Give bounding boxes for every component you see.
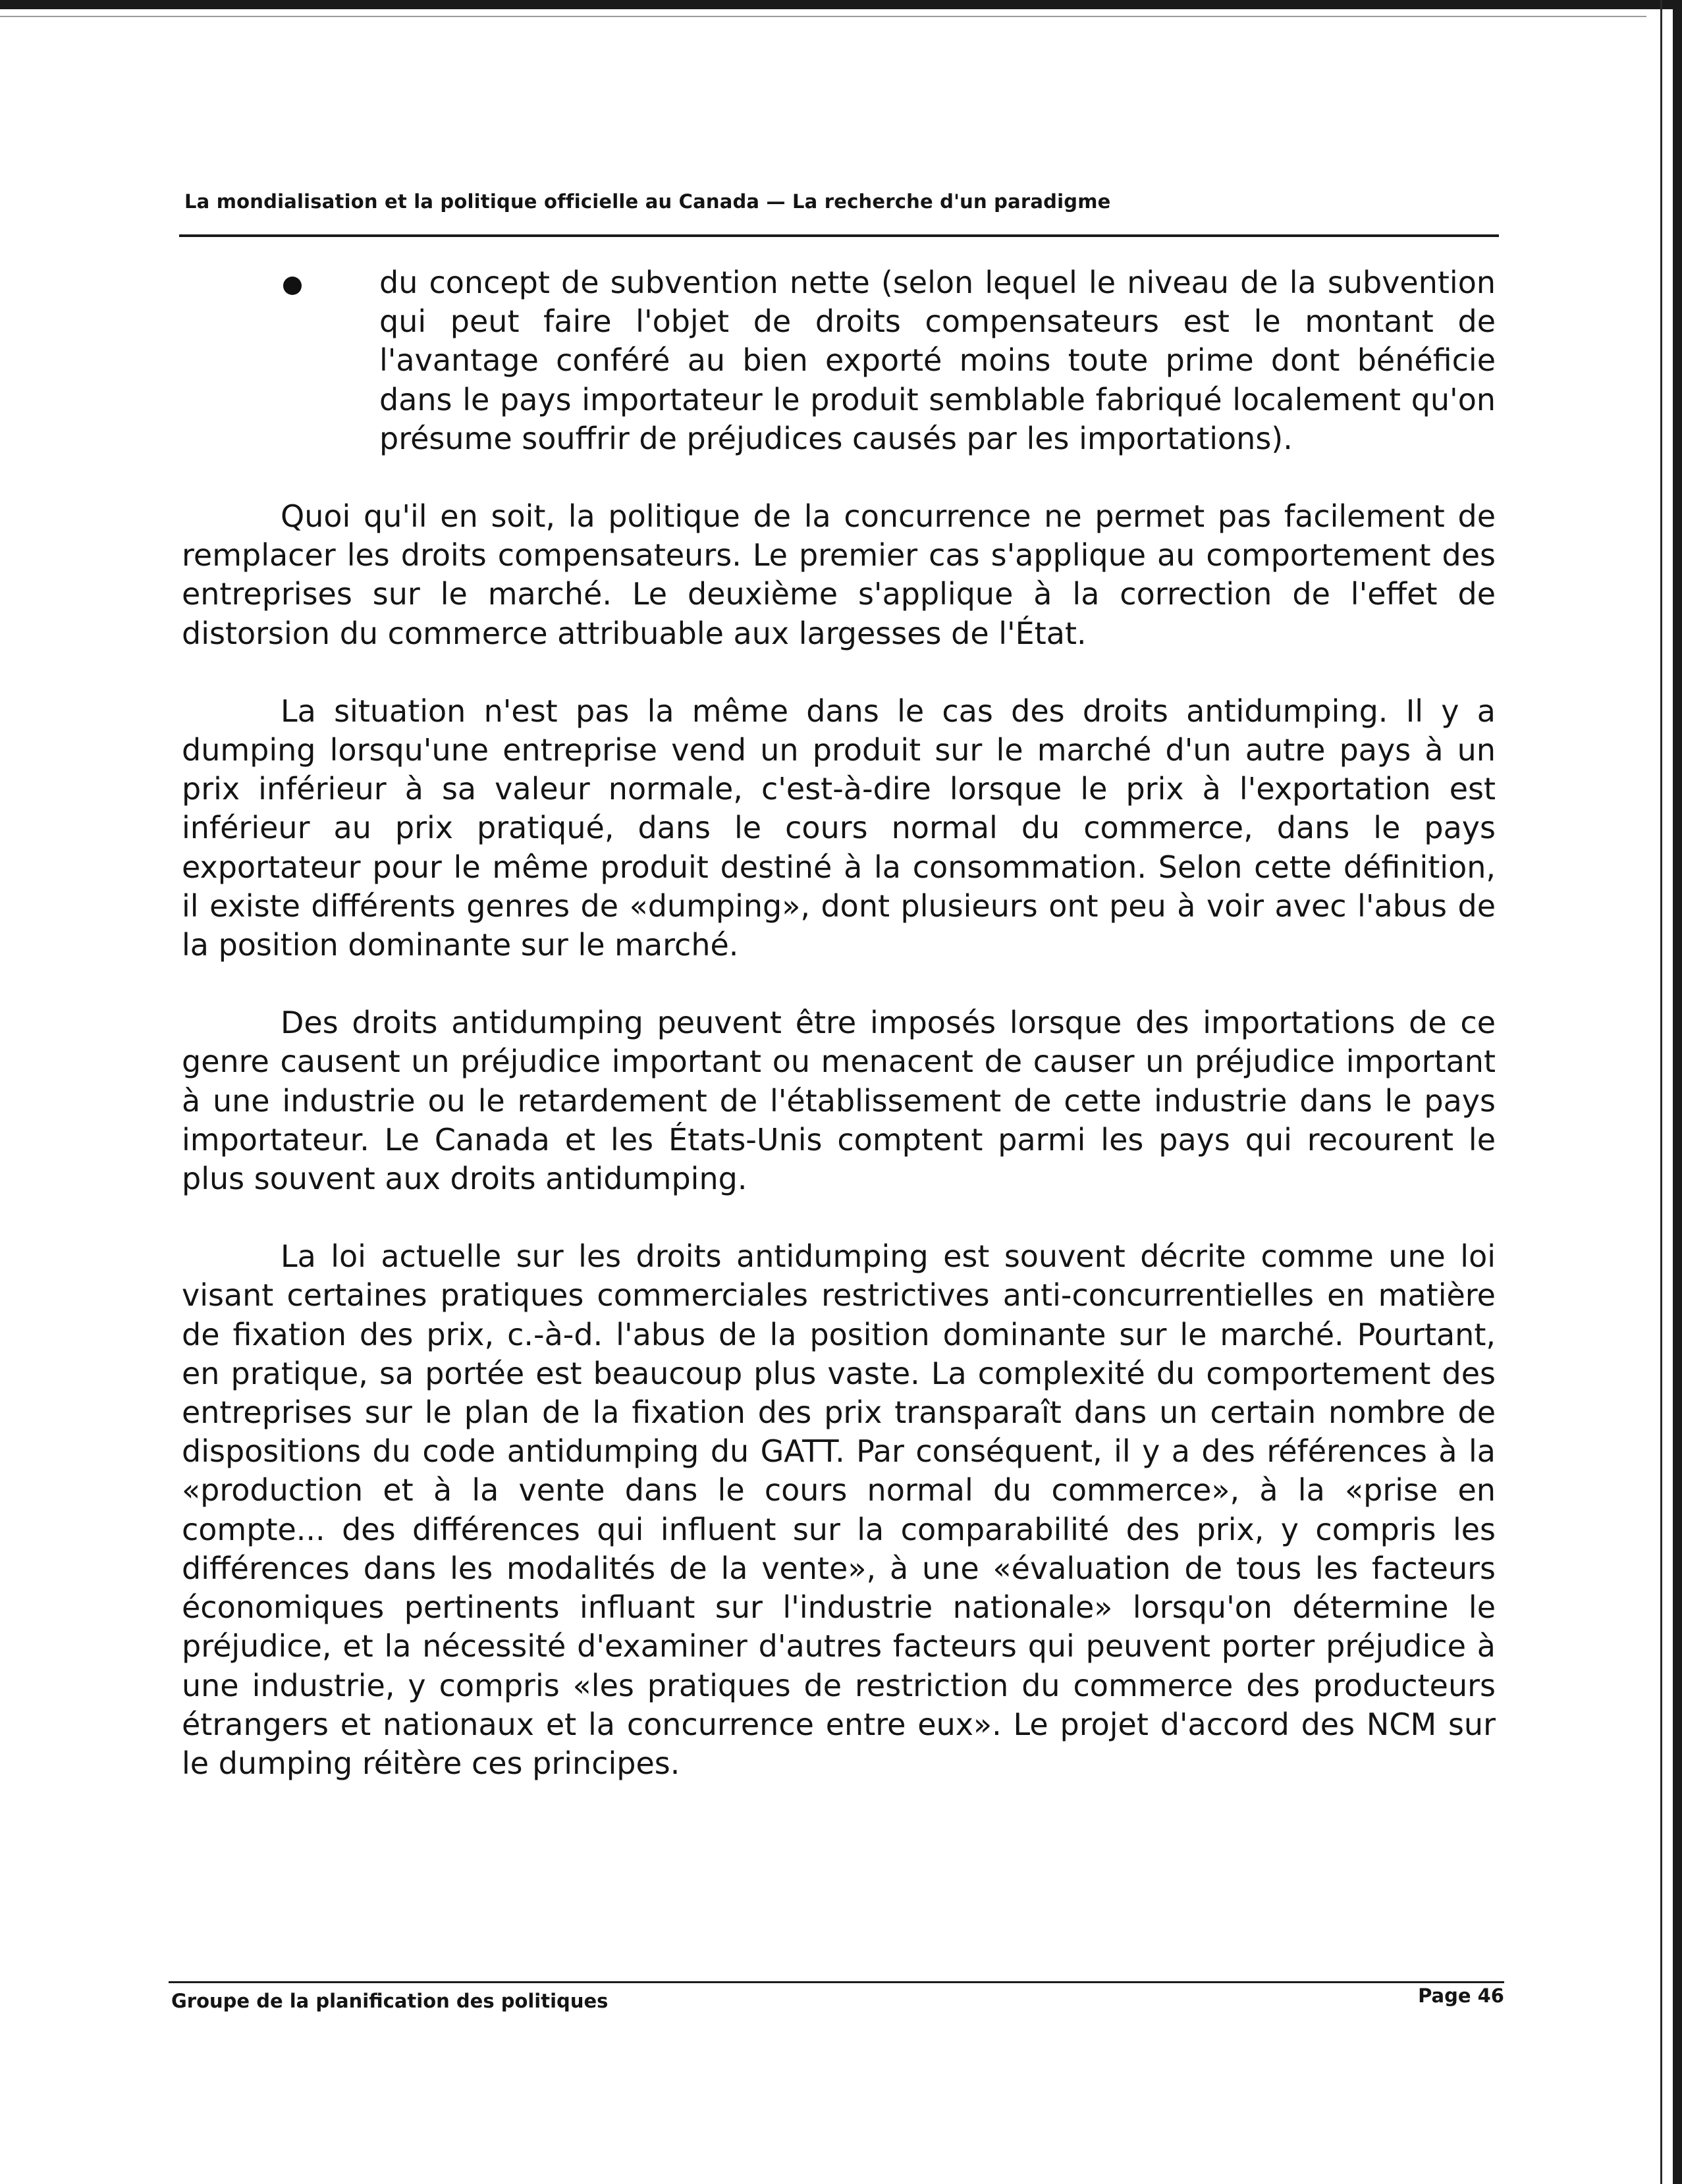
document-body xyxy=(182,263,1496,1822)
bullet-list-item xyxy=(182,263,1496,458)
paragraph-1: Quoi qu'il en soit, la politique de la concurrence ne permet pas facilement de remplacer les droits compensateurs. Le premier cas s'applique au comportement des entreprises sur le marché. Le deuxième s'applique à la correction de l'effet de distorsion du commerce attribuable aux largesses de l'État. xyxy=(182,498,1496,651)
running-header: La mondialisation et la politique officielle au Canada — La recherche d'un paradigme xyxy=(184,190,1111,213)
page-number: Page 46 xyxy=(1418,1984,1504,2007)
scan-artifact-line xyxy=(0,16,1646,17)
paragraph-4: La loi actuelle sur les droits antidumping est souvent décrite comme une loi visant certaines pratiques commerciales restrictives anti-concurrentielles en matière de fixation des prix, c.-à-d. l'abus de la position dominante sur le marché. Pourtant, en pratique, sa portée est beaucoup plus vaste. La complexité du comportement des entreprises sur le plan de la fixation des prix transparaît dans un certain nombre de dispositions du code antidumping du GATT. Par conséquent, il y a des références à la «production et à la vente dans le cours normal du commerce», à la «prise en compte... des différences qui influent sur la comparabilité des prix, y compris les différences dans les modalités de la vente», à une «évaluation de tous les facteurs économiques pertinents influant sur l'industrie nationale» lorsqu'on détermine le préjudice, et la nécessité d'examiner d'autres facteurs qui peuvent porter préjudice à une industrie, y compris «les pratiques de restriction du commerce des producteurs étrangers et nationaux et la concurrence entre eux». Le projet d'accord des NCM sur le dumping réitère ces principes. xyxy=(182,1238,1496,1781)
bullet-icon xyxy=(283,277,302,295)
scan-border-right xyxy=(1673,0,1682,2184)
scan-border-top xyxy=(0,0,1682,9)
paragraph-3: Des droits antidumping peuvent être imposés lorsque des importations de ce genre causent un préjudice important ou menacent de causer un préjudice important à une industrie ou le retardement de l'établissement de cette industrie dans le pays importateur. Le Canada et les États-Unis comptent parmi les pays qui recourent le plus souvent aux droits antidumping. xyxy=(182,1005,1496,1197)
footer-rule xyxy=(169,1981,1504,1983)
scan-border-right-inner xyxy=(1660,0,1662,2184)
header-rule xyxy=(179,234,1499,237)
footer-organization: Groupe de la planification des politiques xyxy=(171,1990,609,2012)
paragraph-2: La situation n'est pas la même dans le cas des droits antidumping. Il y a dumping lorsqu'une entreprise vend un produit sur le marché d'un autre pays à un prix inférieur à sa valeur normale, c'est-à-dire lorsque le prix à l'exportation est inférieur au prix pratiqué, dans le cours normal du commerce, dans le pays exportateur pour le même produit destiné à la consommation. Selon cette définition, il existe différents genres de «dumping», dont plusieurs ont peu à voir avec l'abus de la position dominante sur le marché. xyxy=(182,693,1496,963)
bullet-text: du concept de subvention nette (selon lequel le niveau de la subvention qui peut faire l'objet de droits compensateurs est le montant de l'avantage conféré au bien exporté moins toute prime dont bénéficie dans le pays importateur le produit semblable fabriqué localement qu'on présume souffrir de préjudices causés par les importations). xyxy=(379,265,1496,456)
